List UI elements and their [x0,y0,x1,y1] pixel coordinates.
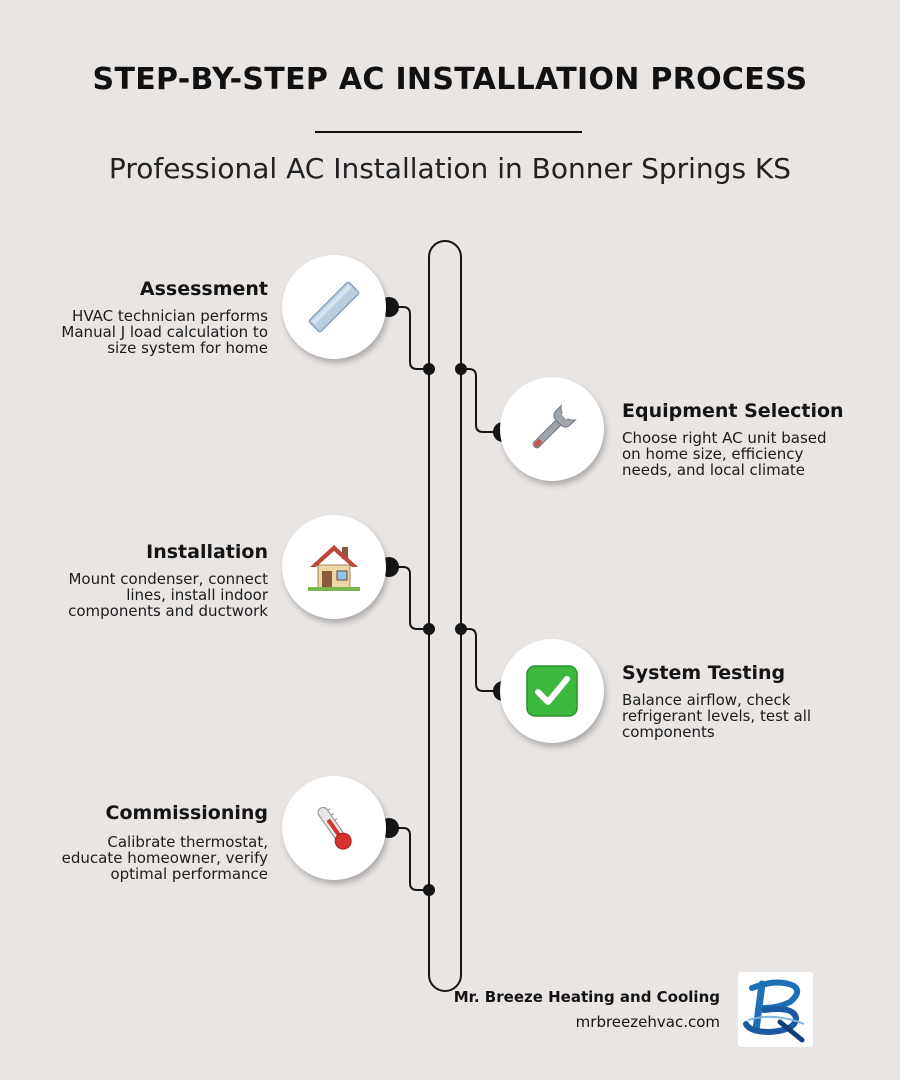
step-desc-equipment: Choose right AC unit based on home size, efficiency needs, and local climate [622,429,827,479]
logo-emblem-icon [738,972,813,1047]
step-title-testing: System Testing [622,662,786,684]
timeline-track [429,241,461,991]
junction-installation [423,623,435,635]
connector-installation [389,567,429,629]
connector-assessment [389,307,429,369]
junction-equipment [455,363,467,375]
step-icon-circle-commissioning [282,776,386,880]
ruler-icon [304,277,364,337]
junction-assessment [423,363,435,375]
junction-commissioning [423,884,435,896]
step-title-equipment: Equipment Selection [622,400,844,422]
step-icon-circle-testing [500,639,604,743]
step-title-installation: Installation [146,541,268,563]
step-title-assessment: Assessment [139,278,268,300]
connector-commissioning [389,828,429,890]
step-icon-circle-equipment [500,377,604,481]
page-title: STEP-BY-STEP AC INSTALLATION PROCESS [92,62,808,97]
step-desc-testing: Balance airflow, check refrigerant levels, test all components [622,691,812,741]
step-title-commissioning: Commissioning [105,802,268,824]
company-name: Mr. Breeze Heating and Cooling [453,988,720,1006]
page-subtitle: Professional AC Installation in Bonner Springs KS [108,152,792,185]
step-icon-circle-installation [282,515,386,619]
connector-testing [461,629,503,691]
house-icon [306,539,362,595]
company-website[interactable]: mrbreezehvac.com [575,1013,720,1031]
mr-breeze-logo [738,972,813,1047]
step-icon-circle-assessment [282,255,386,359]
check-mark-icon [525,664,579,718]
thermometer-icon [306,800,362,856]
wrench-icon [524,401,580,457]
step-desc-installation: Mount condenser, connect lines, install indoor components and ductwork [68,570,268,620]
connector-equipment [461,369,503,432]
junction-testing [455,623,467,635]
step-desc-assessment: HVAC technician performs Manual J load calculation to size system for home [61,307,268,357]
step-desc-commissioning: Calibrate thermostat, educate homeowner, verify optimal performance [61,833,268,883]
